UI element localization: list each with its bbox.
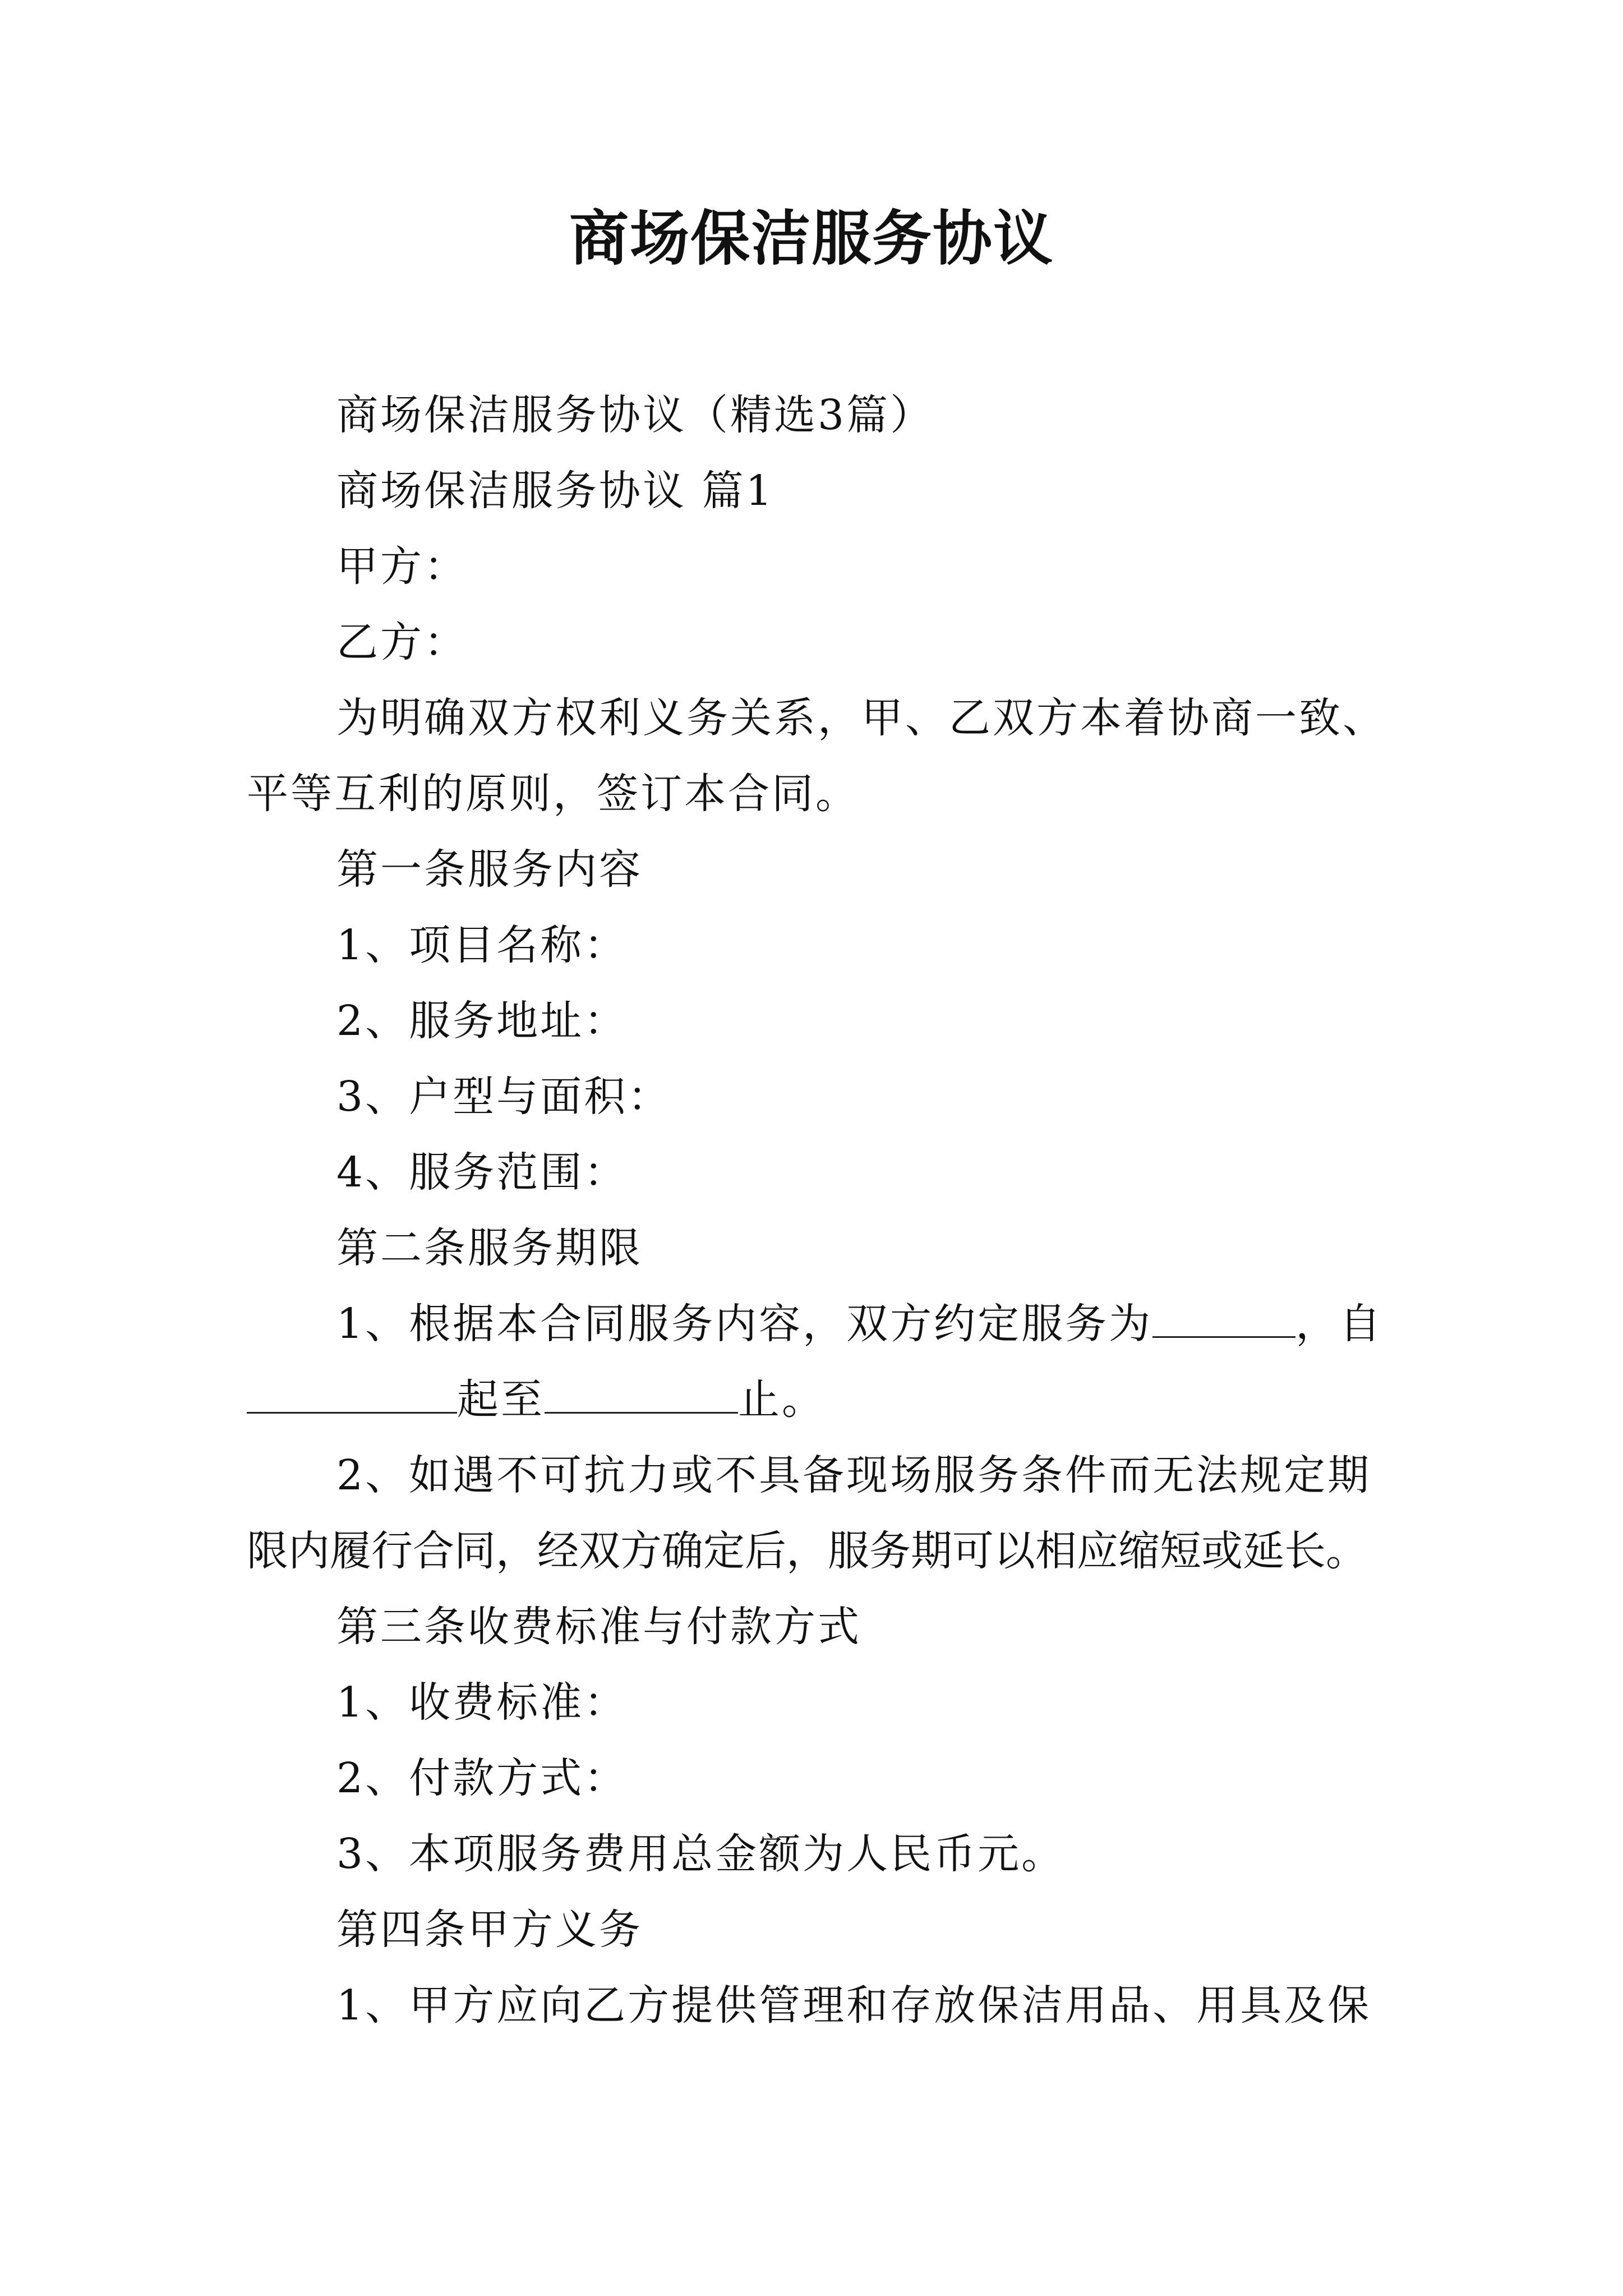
- party-b-line: 乙方：: [336, 618, 468, 666]
- section-heading-part1: 商场保洁服务协议 篇1: [336, 467, 774, 515]
- article-3-heading: 第三条收费标准与付款方式: [336, 1603, 861, 1651]
- service-scope-line: 4、服务范围：: [336, 1148, 628, 1197]
- term-clause-text-3: 起至: [457, 1375, 545, 1424]
- start-date-blank: [247, 1372, 457, 1414]
- preamble-line-1: 为明确双方权利义务关系，甲、乙双方本着协商一致、: [336, 694, 1386, 742]
- payment-method-line: 2、付款方式：: [336, 1754, 628, 1802]
- force-majeure-line-2: 限内履行合同，经双方确定后，服务期可以相应缩短或延长。: [247, 1527, 1367, 1575]
- party-a-duty-line-1: 1、甲方应向乙方提供管理和存放保洁用品、用具及保: [336, 1981, 1372, 2030]
- preamble-line-2: 平等互利的原则，签订本合同。: [247, 770, 859, 818]
- service-address-line: 2、服务地址：: [336, 997, 628, 1045]
- article-1-heading: 第一条服务内容: [336, 845, 643, 894]
- end-date-blank: [545, 1372, 738, 1414]
- total-amount-line: 3、本项服务费用总金额为人民币元。: [336, 1830, 1066, 1878]
- party-a-line: 甲方：: [336, 542, 468, 591]
- project-name-line: 1、项目名称：: [336, 921, 628, 969]
- subtitle-line: 商场保洁服务协议（精选3篇）: [336, 391, 934, 439]
- service-term-blank: [1152, 1296, 1295, 1338]
- term-clause-text-2: ，自: [1295, 1300, 1384, 1348]
- article-2-heading: 第二条服务期限: [336, 1224, 643, 1272]
- term-clause-line-2: [247, 1372, 826, 1428]
- unit-area-line: 3、户型与面积：: [336, 1073, 672, 1121]
- term-clause-text-1: 1、根据本合同服务内容，双方约定服务为: [336, 1300, 1153, 1348]
- fee-standard-line: 1、收费标准：: [336, 1678, 628, 1727]
- term-clause-text-4: 止。: [738, 1375, 826, 1424]
- force-majeure-line-1: 2、如遇不可抗力或不具备现场服务条件而无法规定期: [336, 1451, 1372, 1499]
- term-clause-line-1: [336, 1296, 1383, 1352]
- document-title: 商场保洁服务协议: [569, 203, 1054, 273]
- article-4-heading: 第四条甲方义务: [336, 1906, 643, 1954]
